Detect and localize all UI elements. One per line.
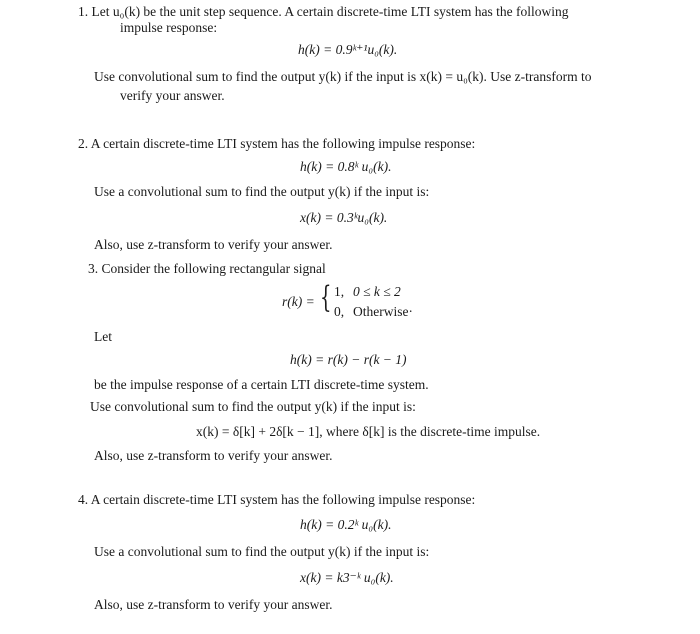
problem-3-brace: { [320,280,332,315]
problem-4-text-line2: Use a convolutional sum to find the output y(k) if the input is: [94,544,430,559]
problem-1-equation: h(k) = 0.9ᵏ⁺¹u₀(k). [298,42,398,57]
problem-3-case1-condition: 0 ≤ k ≤ 2 [353,284,401,299]
problem-4-number: 4. [78,492,89,507]
problem-1-text-line2: impulse response: [120,20,218,35]
problem-1-text-line4: verify your answer. [120,88,225,103]
problem-2-equation-h: h(k) = 0.8ᵏ u₀(k). [300,159,392,174]
problem-3-text-line4: Also, use z-transform to verify your answer. [94,448,333,463]
problem-3-text-line3: Use convolutional sum to find the output y(k) if the input is: [90,399,416,414]
problem-1-number: 1. [78,4,89,19]
problem-1-statement: Let u₀(k) be the unit step sequence. A certain discrete-time LTI system has the following [91,4,569,19]
problem-3-case2-value: 0, [334,304,345,319]
problem-3-statement: Consider the following rectangular signal [101,261,326,276]
problem-4-equation-x: x(k) = k3⁻ᵏ u₀(k). [300,570,394,585]
problem-1-text-line1 [78,4,568,20]
problem-4-equation-h: h(k) = 0.2ᵏ u₀(k). [300,517,392,532]
problem-4-text-line1 [78,492,475,508]
problem-2-text-line3: Also, use z-transform to verify your answer. [94,237,333,252]
problem-4-statement: A certain discrete-time LTI system has the following impulse response: [90,492,476,507]
problem-2-text-line1 [78,136,475,152]
problem-3-text-line1 [88,261,326,277]
problem-3-number: 3. [88,261,99,276]
problem-3-case2-condition: Otherwise [353,304,409,319]
problem-3-piecewise-period: . [409,300,413,315]
problem-2-number: 2. [78,136,89,151]
problem-3-case1-value: 1, [334,284,345,299]
problem-3-r-lhs: r(k) = [282,294,315,309]
problem-4-text-line3: Also, use z-transform to verify your answer. [94,597,333,612]
problem-2-statement: A certain discrete-time LTI system has the following impulse response: [90,136,476,151]
problem-2-text-line2: Use a convolutional sum to find the output y(k) if the input is: [94,184,430,199]
problem-3-text-line2: be the impulse response of a certain LTI discrete-time system. [94,377,429,392]
problem-3-equation-x: x(k) = δ[k] + 2δ[k − 1], where δ[k] is the discrete-time impulse. [196,424,541,439]
problem-2-equation-x: x(k) = 0.3ᵏu₀(k). [300,210,388,225]
problem-3-let: Let [94,329,112,344]
problem-3-equation-h: h(k) = r(k) − r(k − 1) [290,352,407,367]
problem-1-text-line3: Use convolutional sum to find the output y(k) if the input is x(k) = u₀(k). Use z-transform to [94,69,592,84]
